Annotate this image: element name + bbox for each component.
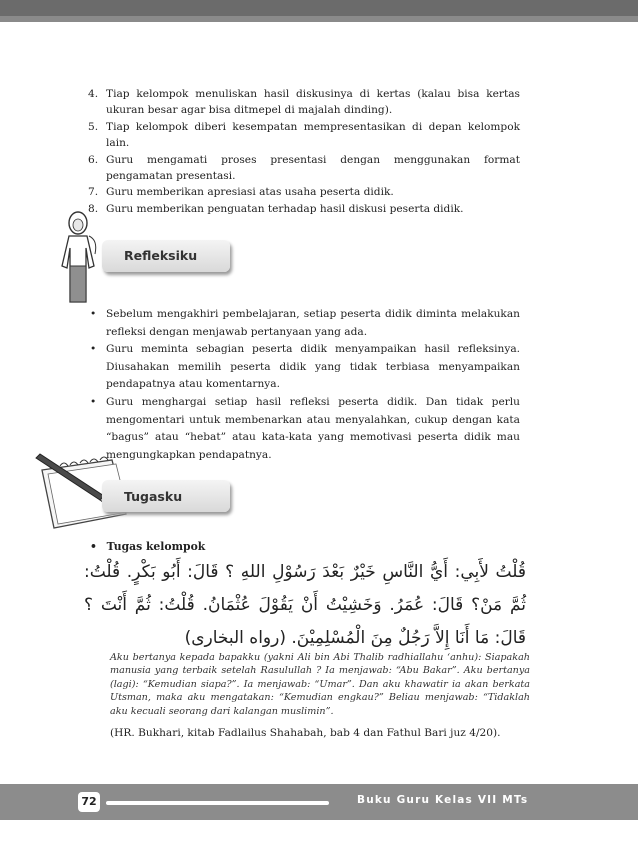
refleksi-item-text: Guru menghargai setiap hasil refleksi peserta didik. Dan tidak perlu mengomentari untuk membenarkan atau menyalahkan, cukup dengan kata “bagus” atau “hebat” atau kata-kata yang memotivasi peserta didik mau mengungkapkan pendapatnya. [106, 395, 520, 461]
hadith-translation: Aku bertanya kepada bapakku (yakni Ali bin Abi Thalib radhiallahu ‘anhu): Siapakah manusia yang terbaik setelah Rasulullah ? Ia menjawab: “Abu Bakar”. Aku bertanya (lagi): “Kemudian siapa?”. Ia menjawab: “Umar”. Dan aku khawatir ia akan berkata Utsman, maka aku mengatakan: “Kemudian engkau?” Beliau menjawab: “Tidaklah aku kecuali seorang dari kalangan muslimin”. [110, 652, 530, 717]
refleksi-list [88, 306, 520, 464]
list-item [88, 306, 520, 341]
hadith-arabic-text: قُلْتُ لأَبِي: أَيُّ النَّاسِ خَيْرٌ بَعْدَ رَسُوْلِ اللهِ ؟ قَالَ: أَبُو بَكْرٍ. قُلْتُ: ثُمَّ مَنْ؟ قَالَ: عُمَرُ. وَخَشِيْتُ أَنْ يَقُوْلَ عُثْمَانُ. قُلْتُ: ثُمَّ أَنْتَ ؟ قَالَ: مَا أَنَا إِلاَّ رَجُلٌ مِنَ الْمُسْلِمِيْنَ. (رواه البخارى) [84, 562, 526, 648]
step-text: Guru memberikan penguatan terhadap hasil diskusi peserta didik. [106, 202, 464, 215]
list-item [88, 119, 520, 152]
step-text: Tiap kelompok diberi kesempatan mempresentasikan di depan kelompok lain. [106, 120, 520, 150]
list-item [88, 341, 520, 394]
refleksi-item-text: Sebelum mengakhiri pembelajaran, setiap peserta didik diminta melakukan refleksi dengan menjawab pertanyaan yang ada. [106, 308, 520, 338]
top-header-bar [0, 0, 638, 22]
step-number: 4. [88, 88, 99, 100]
activity-steps-list [88, 86, 520, 217]
top-header-stripe [0, 16, 638, 22]
tugas-group-item [90, 540, 205, 553]
list-item [88, 86, 520, 119]
refleksi-label: Refleksiku [124, 248, 198, 263]
bullet-icon: • [90, 540, 97, 553]
footer-book-title: Buku Guru Kelas VII MTs [357, 794, 529, 806]
step-text: Guru mengamati proses presentasi dengan menggunakan format pengamatan presentasi. [106, 153, 520, 183]
bullet-icon: • [90, 343, 97, 356]
step-text: Tiap kelompok menuliskan hasil diskusinya di kertas (kalau bisa kertas ukuran besar agar bisa ditmepel di majalah dinding). [106, 88, 520, 117]
step-text: Guru memberikan apresiasi atas usaha peserta didik. [106, 186, 394, 199]
footer-divider [106, 801, 329, 805]
bullet-icon: • [90, 395, 97, 408]
list-item [88, 152, 520, 185]
bullet-icon: • [90, 308, 97, 320]
list-item [88, 394, 520, 464]
step-number: 8. [88, 202, 99, 215]
hadith-source: (HR. Bukhari, kitab Fadlailus Shahabah, bab 4 dan Fathul Bari juz 4/20). [110, 727, 501, 739]
step-number: 6. [88, 153, 99, 166]
tugas-group-label: Tugas kelompok [106, 540, 206, 553]
list-item [88, 184, 520, 200]
step-number: 5. [88, 120, 99, 133]
refleksi-item-text: Guru meminta sebagian peserta didik menyampaikan hasil refleksinya. Diusahakan memilih peserta didik yang tidak terbiasa menyampaikan pendapatnya atau komentarnya. [106, 343, 520, 391]
tugas-label: Tugasku [124, 489, 183, 504]
student-illustration-icon [48, 206, 108, 306]
step-number: 7. [88, 186, 99, 199]
list-item [88, 201, 520, 217]
page-number: 72 [78, 792, 100, 812]
